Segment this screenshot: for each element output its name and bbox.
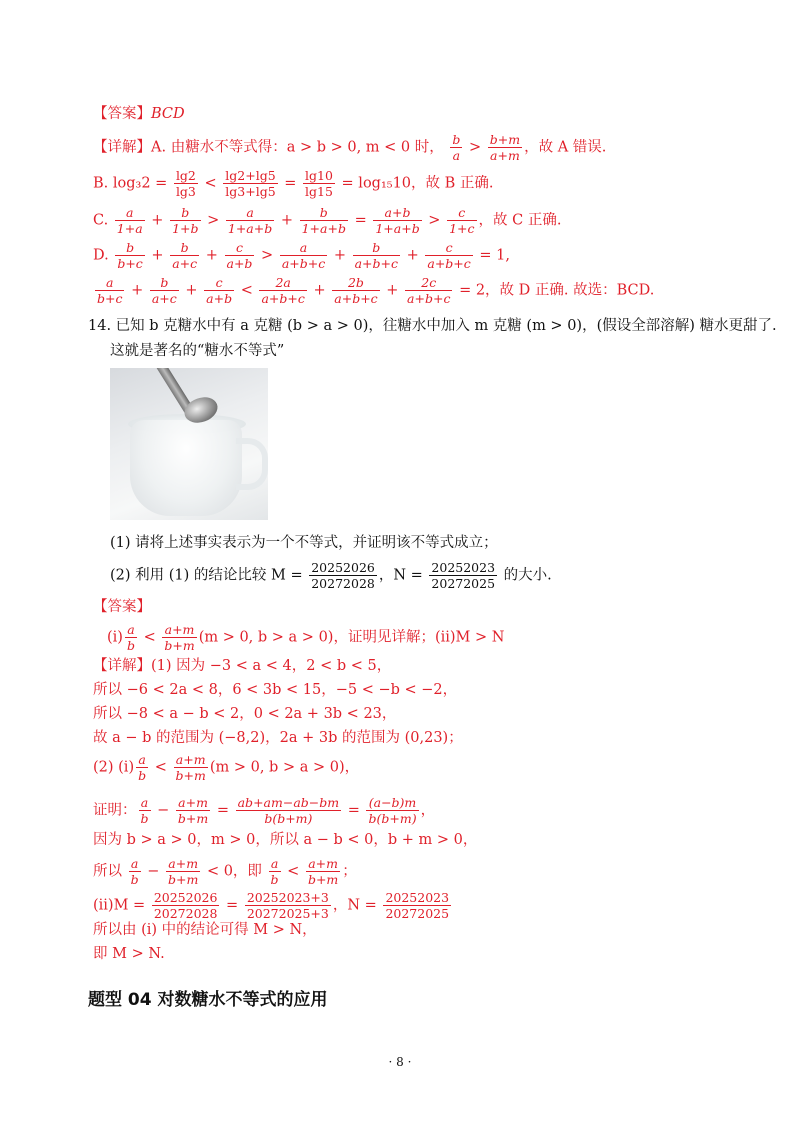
fraction: $\frac{a}{b}$ bbox=[270, 856, 279, 887]
section-heading: 题型 04 对数糖水不等式的应用 bbox=[88, 990, 328, 1010]
fraction: $\frac{a}{b+c}$ bbox=[97, 275, 123, 306]
fraction: $\frac{b}{1+a+b}$ bbox=[301, 205, 346, 236]
detail-text: 所以 −8 < a − b < 2，0 < 2a + 3b < 23， bbox=[93, 706, 397, 722]
detail-14-l4 bbox=[93, 728, 463, 748]
fraction: $\frac{b}{a+b+c}$ bbox=[354, 240, 398, 271]
answer-tag: 【答案】 bbox=[93, 106, 151, 122]
detail-text: 证明： bbox=[93, 802, 137, 819]
fraction: $\frac{a}{b}$ bbox=[130, 856, 139, 887]
detail-line-b: B. log₃2 = $\frac{\lg 2}{\lg 3}$ < $\frac{\lg 2+\lg 5}{\lg 3+\lg 5}$ = $\frac{\lg 10}{\lg 15}$ = log₁₅10，故 B 正确. bbox=[93, 168, 494, 199]
fraction: $\frac{a+b}{1+a+b}$ bbox=[375, 205, 420, 236]
detail-c-intro: C. bbox=[93, 212, 109, 229]
detail-text: 所以 −6 < 2a < 8，6 < 3b < 15，−5 < −b < −2， bbox=[93, 682, 458, 698]
question-1-text: (1) 请将上述事实表示为一个不等式，并证明该不等式成立； bbox=[110, 535, 498, 551]
detail-a-tail: ，故 A 错误. bbox=[524, 139, 607, 156]
question-1 bbox=[110, 533, 498, 553]
detail-14-l2 bbox=[93, 680, 457, 700]
fraction: $\frac{a}{1+a}$ bbox=[116, 205, 143, 236]
detail-14-l1 bbox=[93, 656, 391, 676]
question-2-mid: ，N = bbox=[378, 567, 423, 584]
fraction: $\frac{b}{a}$ bbox=[452, 132, 461, 163]
fraction: $\frac{c}{a+b}$ bbox=[206, 275, 233, 306]
fraction: $\frac{a}{a+b+c}$ bbox=[281, 240, 326, 271]
detail-d-intro: D. bbox=[93, 247, 109, 264]
detail-14-l6: 证明： $\frac{a}{b}$ − $\frac{a+m}{b+m}$ = $\frac{ab+am-ab-bm}{b(b+m)}$ = $\frac{(a-b)m}{b(b+m)}$ ， bbox=[93, 795, 436, 826]
detail-14-l11 bbox=[93, 944, 165, 964]
answer-tail: (m > 0, b > a > 0)，证明见详解；(ii)M > N bbox=[198, 629, 505, 646]
detail-14-l3 bbox=[93, 704, 396, 724]
detail-text: 即 M > N. bbox=[93, 946, 165, 962]
detail-14-l9: (ii)M = $\frac{20252026}{20272028}$ = $\frac{20252023+3}{20272025+3}$ ，N = $\frac{20252023}{20272025}$ bbox=[93, 890, 450, 921]
detail-b-intro: B. log₃2 = bbox=[93, 175, 168, 192]
detail-text: ， bbox=[420, 802, 436, 819]
fraction: $\frac{b}{a+c}$ bbox=[151, 275, 177, 306]
fraction: $\frac{2b}{a+b+c}$ bbox=[334, 275, 378, 306]
fraction: $\frac{c}{1+c}$ bbox=[449, 205, 475, 236]
detail-tag: 【详解】 bbox=[93, 658, 151, 674]
detail-tag: 【详解】 bbox=[93, 139, 151, 156]
answer-tag: 【答案】 bbox=[93, 599, 151, 615]
detail-d-tail: = 1, bbox=[479, 247, 510, 264]
detail-line-c: C. $\frac{a}{1+a}$ + $\frac{b}{1+b}$ > $\frac{a}{1+a+b}$ + $\frac{b}{1+a+b}$ = $\frac{a+b}{1+a+b}$ > $\frac{c}{1+c}$ ，故 C 正确. bbox=[93, 205, 562, 236]
fraction: $\frac{a+m}{b+m}$ bbox=[177, 795, 209, 826]
fraction: $\frac{a+m}{b+m}$ bbox=[175, 752, 206, 783]
detail-14-l5: (2) (i) $\frac{a}{b}$ < $\frac{a+m}{b+m}$ (m > 0, b > a > 0)， bbox=[93, 752, 360, 783]
detail-14-l8: 所以 $\frac{a}{b}$ − $\frac{a+m}{b+m}$ < 0，即 $\frac{a}{b}$ < $\frac{a+m}{b+m}$ ； bbox=[93, 856, 357, 887]
detail-text: (m > 0, b > a > 0)， bbox=[209, 759, 360, 776]
detail-text: (1) 因为 −3 < a < 4，2 < b < 5， bbox=[151, 658, 392, 674]
fraction: $\frac{20252023}{20272025}$ bbox=[385, 890, 450, 921]
detail-text: 因为 b > a > 0，m > 0，所以 a − b < 0，b + m > 0， bbox=[93, 832, 478, 848]
fraction: $\frac{ab+am-ab-bm}{b(b+m)}$ bbox=[237, 795, 340, 826]
answer-14-tag bbox=[93, 597, 151, 617]
detail-line-e: $\frac{a}{b+c}$ + $\frac{b}{a+c}$ + $\frac{c}{a+b}$ < $\frac{2a}{a+b+c}$ + $\frac{2b}{a+b+c}$ + $\frac{2c}{a+b+c}$ = 2，故 D 正确. 故选：BCD. bbox=[97, 275, 655, 306]
problem-14-stem-2 bbox=[110, 341, 284, 361]
cup-handle bbox=[236, 438, 268, 490]
problem-number: 14. bbox=[88, 318, 112, 334]
detail-text: ； bbox=[342, 863, 357, 880]
detail-text: (2) (i) bbox=[93, 759, 135, 776]
problem-14-stem bbox=[88, 316, 777, 336]
detail-line-a: 【详解】A. 由糖水不等式得：a > b > 0, m < 0 时， $\frac{b}{a}$ > $\frac{b+m}{a+m}$ ，故 A 错误. bbox=[93, 132, 607, 163]
fraction: $\frac{b}{b+c}$ bbox=[117, 240, 143, 271]
fraction: $\frac{a+m}{b+m}$ bbox=[164, 622, 195, 653]
fraction: $\frac{a}{b}$ bbox=[138, 752, 147, 783]
detail-text: 故 a − b 的范围为 (−8,2)，2a + 3b 的范围为 (0,23)； bbox=[93, 730, 463, 746]
sugar-water-cup-photo bbox=[110, 368, 268, 520]
fraction: $\frac{a}{b}$ bbox=[126, 622, 135, 653]
fraction: $\frac{2a}{a+b+c}$ bbox=[261, 275, 305, 306]
detail-text: ，N = bbox=[332, 897, 377, 914]
problem-stem-line1: 已知 b 克糖水中有 a 克糖 (b > a > 0)，往糖水中加入 m 克糖 (m > 0)，(假设全部溶解) 糖水更甜了. bbox=[115, 318, 777, 334]
fraction: $\frac{a}{b}$ bbox=[140, 795, 149, 826]
detail-text: 所以 bbox=[93, 863, 122, 880]
fraction: $\frac{b}{1+b}$ bbox=[172, 205, 199, 236]
fraction: $\frac{20252026}{20272028}$ bbox=[153, 890, 218, 921]
detail-14-l10 bbox=[93, 920, 317, 940]
detail-text: 所以由 (i) 中的结论可得 M > N， bbox=[93, 922, 317, 938]
fraction: $\frac{20252023}{20272025}$ bbox=[431, 560, 496, 591]
question-2-tail: 的大小. bbox=[503, 567, 552, 584]
fraction: $\frac{\lg 10}{\lg 15}$ bbox=[305, 168, 333, 199]
fraction: $\frac{c}{a+b}$ bbox=[226, 240, 253, 271]
detail-c-tail: ，故 C 正确. bbox=[478, 212, 562, 229]
fraction: $\frac{\lg 2+\lg 5}{\lg 3+\lg 5}$ bbox=[225, 168, 276, 199]
answer-14-line: (i) $\frac{a}{b}$ < $\frac{a+m}{b+m}$ (m > 0, b > a > 0)，证明见详解；(ii)M > N bbox=[107, 622, 505, 653]
detail-text: < 0，即 bbox=[206, 863, 262, 880]
detail-e-tail: = 2，故 D 正确. 故选：BCD. bbox=[459, 282, 655, 299]
detail-line-d: D. $\frac{b}{b+c}$ + $\frac{b}{a+c}$ + $\frac{c}{a+b}$ > $\frac{a}{a+b+c}$ + $\frac{b}{a+b+c}$ + $\frac{c}{a+b+c}$ = 1, bbox=[93, 240, 510, 271]
detail-text: (ii)M = bbox=[93, 897, 146, 914]
page-number: · 8 · bbox=[388, 1055, 412, 1069]
fraction: $\frac{a}{1+a+b}$ bbox=[227, 205, 273, 236]
question-2-intro: (2) 利用 (1) 的结论比较 M = bbox=[110, 567, 303, 584]
fraction: $\frac{b}{a+c}$ bbox=[172, 240, 198, 271]
fraction: $\frac{b+m}{a+m}$ bbox=[489, 132, 521, 163]
fraction: $\frac{\lg 2}{\lg 3}$ bbox=[175, 168, 196, 199]
detail-b-tail: = log₁₅10，故 B 正确. bbox=[341, 175, 494, 192]
answer-line bbox=[93, 104, 185, 124]
fraction: $\frac{a+m}{b+m}$ bbox=[168, 856, 199, 887]
question-2 bbox=[110, 560, 552, 591]
fraction: $\frac{(a-b)m}{b(b+m)}$ bbox=[368, 795, 417, 826]
problem-stem-line2: 这就是著名的“糖水不等式” bbox=[110, 343, 285, 359]
detail-14-l7 bbox=[93, 830, 477, 850]
fraction: $\frac{c}{a+b+c}$ bbox=[427, 240, 471, 271]
fraction: $\frac{20252023+3}{20272025+3}$ bbox=[246, 890, 329, 921]
fraction: $\frac{20252026}{20272028}$ bbox=[311, 560, 375, 591]
fraction: $\frac{2c}{a+b+c}$ bbox=[407, 275, 451, 306]
detail-a-intro: A. 由糖水不等式得：a > b > 0, m < 0 时， bbox=[151, 139, 444, 156]
cup-body bbox=[130, 420, 242, 516]
answer-text: BCD bbox=[151, 106, 185, 122]
fraction: $\frac{a+m}{b+m}$ bbox=[307, 856, 339, 887]
answer-pre: (i) bbox=[107, 629, 123, 646]
